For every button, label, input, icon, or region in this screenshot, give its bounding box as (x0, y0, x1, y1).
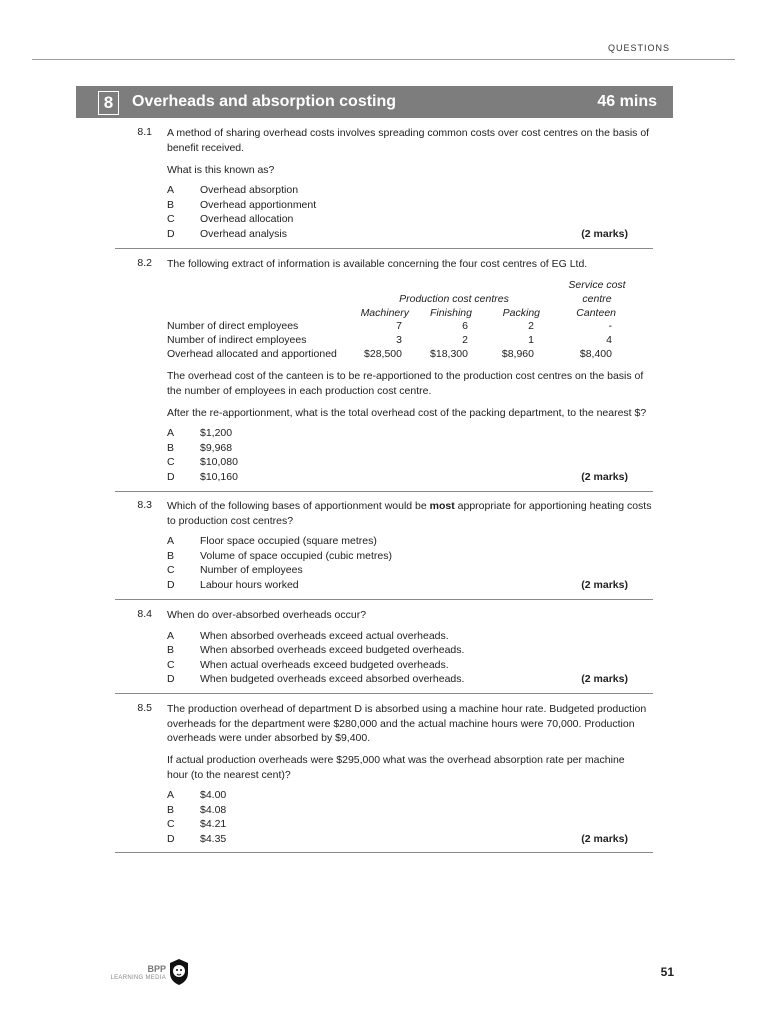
question-text-line: benefit received. (167, 142, 245, 154)
option-letter: A (167, 184, 175, 196)
table-row-label: Overhead allocated and apportioned (167, 348, 337, 360)
table-header-service: Service cost (568, 279, 626, 291)
question-prompt-line: hour (to the nearest cent)? (167, 769, 291, 781)
question-divider (115, 599, 653, 600)
table-cell: 6 (462, 320, 468, 332)
question-text-line: the number of employees in each production cost centre. (167, 385, 432, 397)
marks-label: (2 marks) (581, 833, 628, 845)
option-text: $4.21 (200, 818, 227, 830)
option-letter: D (167, 833, 175, 845)
question-number: 8.2 (137, 257, 152, 269)
question-divider (115, 491, 653, 492)
option-letter: B (167, 644, 175, 656)
option-text: When absorbed overheads exceed budgeted overheads. (200, 644, 465, 656)
chapter-number: 8 (98, 91, 119, 115)
question-number: 8.5 (137, 702, 152, 714)
question-text-line: The production overhead of department D is absorbed using a machine hour rate. Budgeted production (167, 703, 647, 715)
option-letter: A (167, 427, 175, 439)
question-text-part: Which of the following bases of apportionment would be (167, 500, 430, 512)
table-cell: $18,300 (430, 348, 468, 360)
marks-label: (2 marks) (581, 579, 628, 591)
header-divider (32, 59, 735, 60)
chapter-title: Overheads and absorption costing (132, 93, 397, 110)
table-header-production: Production cost centres (399, 293, 509, 305)
option-text: $9,968 (200, 442, 233, 454)
option-text: When absorbed overheads exceed actual overheads. (200, 630, 449, 642)
question-divider (115, 852, 653, 853)
question-text-part: appropriate for apportioning heating costs (454, 500, 652, 512)
table-cell: $8,400 (579, 348, 612, 360)
table-row-label: Number of direct employees (167, 320, 299, 332)
option-letter: D (167, 673, 175, 685)
option-letter: A (167, 789, 175, 801)
option-letter: B (167, 804, 175, 816)
option-letter: D (167, 471, 175, 483)
option-text: When budgeted overheads exceed absorbed overheads. (200, 673, 465, 685)
question-text-line: overheads for the department were $280,000 and the actual machine hours were 70,000. Production (167, 718, 635, 730)
option-text: Overhead analysis (200, 228, 287, 240)
table-column-header: Canteen (576, 307, 616, 319)
option-letter: A (167, 535, 175, 547)
question-prompt: What is this known as? (167, 164, 275, 176)
option-text: $4.00 (200, 789, 227, 801)
option-text: Overhead apportionment (200, 199, 317, 211)
chapter-banner (76, 86, 673, 118)
question-number: 8.3 (137, 499, 152, 511)
table-cell: - (608, 320, 612, 332)
question-text-line: to production cost centres? (167, 515, 294, 527)
option-text: $4.08 (200, 804, 227, 816)
option-text: Overhead allocation (200, 213, 294, 225)
table-cell: 3 (396, 334, 402, 346)
question-divider (115, 248, 653, 249)
option-text: Floor space occupied (square metres) (200, 535, 377, 547)
publisher-logo-brand: BPP (147, 964, 166, 974)
table-cell: 2 (528, 320, 534, 332)
marks-label: (2 marks) (581, 471, 628, 483)
publisher-logo-subtitle: LEARNING MEDIA (110, 975, 166, 981)
option-letter: D (167, 579, 175, 591)
option-text: Overhead absorption (200, 184, 299, 196)
question-text-line: A method of sharing overhead costs involves spreading common costs over cost centres on the basis of (167, 127, 650, 139)
marks-label: (2 marks) (581, 228, 628, 240)
option-letter: C (167, 564, 175, 576)
table-cell: 1 (528, 334, 534, 346)
option-letter: B (167, 442, 175, 454)
option-text: $1,200 (200, 427, 233, 439)
option-letter: C (167, 818, 175, 830)
marks-label: (2 marks) (581, 673, 628, 685)
table-cell: $28,500 (364, 348, 402, 360)
option-text: Volume of space occupied (cubic metres) (200, 550, 393, 562)
question-divider (115, 693, 653, 694)
table-column-header: Finishing (429, 307, 472, 319)
question-text-emphasis: most (429, 500, 455, 512)
table-cell: $8,960 (501, 348, 534, 360)
table-column-header: Packing (502, 307, 540, 319)
option-letter: B (167, 199, 175, 211)
lion-logo-icon (168, 958, 190, 986)
option-letter: C (167, 213, 175, 225)
question-intro: The following extract of information is available concerning the four cost centres of EG Ltd. (167, 258, 588, 270)
question-prompt-line: If actual production overheads were $295,000 what was the overhead absorption rate per machine (167, 754, 625, 766)
table-column-header: Machinery (360, 307, 409, 319)
page-number: 51 (660, 965, 674, 979)
table-cell: 4 (606, 334, 612, 346)
chapter-time: 46 mins (597, 93, 657, 110)
option-text: Labour hours worked (200, 579, 299, 591)
table-header-service: centre (582, 293, 612, 305)
option-text: When actual overheads exceed budgeted overheads. (200, 659, 449, 671)
question-text-line: The overhead cost of the canteen is to be re-apportioned to the production cost centres on the basis of (167, 370, 644, 382)
option-text: $10,160 (200, 471, 238, 483)
question-number: 8.1 (137, 126, 152, 138)
question-text-line (167, 499, 672, 514)
question-prompt: After the re-apportionment, what is the total overhead cost of the packing department, to the nearest $? (167, 407, 647, 419)
option-letter: C (167, 659, 175, 671)
table-row-label: Number of indirect employees (167, 334, 307, 346)
option-letter: B (167, 550, 175, 562)
option-text: $4.35 (200, 833, 227, 845)
table-cell: 2 (462, 334, 468, 346)
question-number: 8.4 (137, 608, 152, 620)
question-text-line: overheads were under absorbed by $9,400. (167, 732, 371, 744)
question-text: When do over-absorbed overheads occur? (167, 609, 367, 621)
running-header: QUESTIONS (607, 43, 670, 53)
option-text: Number of employees (200, 564, 303, 576)
option-letter: C (167, 456, 175, 468)
table-cell: 7 (396, 320, 402, 332)
option-letter: D (167, 228, 175, 240)
option-text: $10,080 (200, 456, 238, 468)
option-letter: A (167, 630, 175, 642)
